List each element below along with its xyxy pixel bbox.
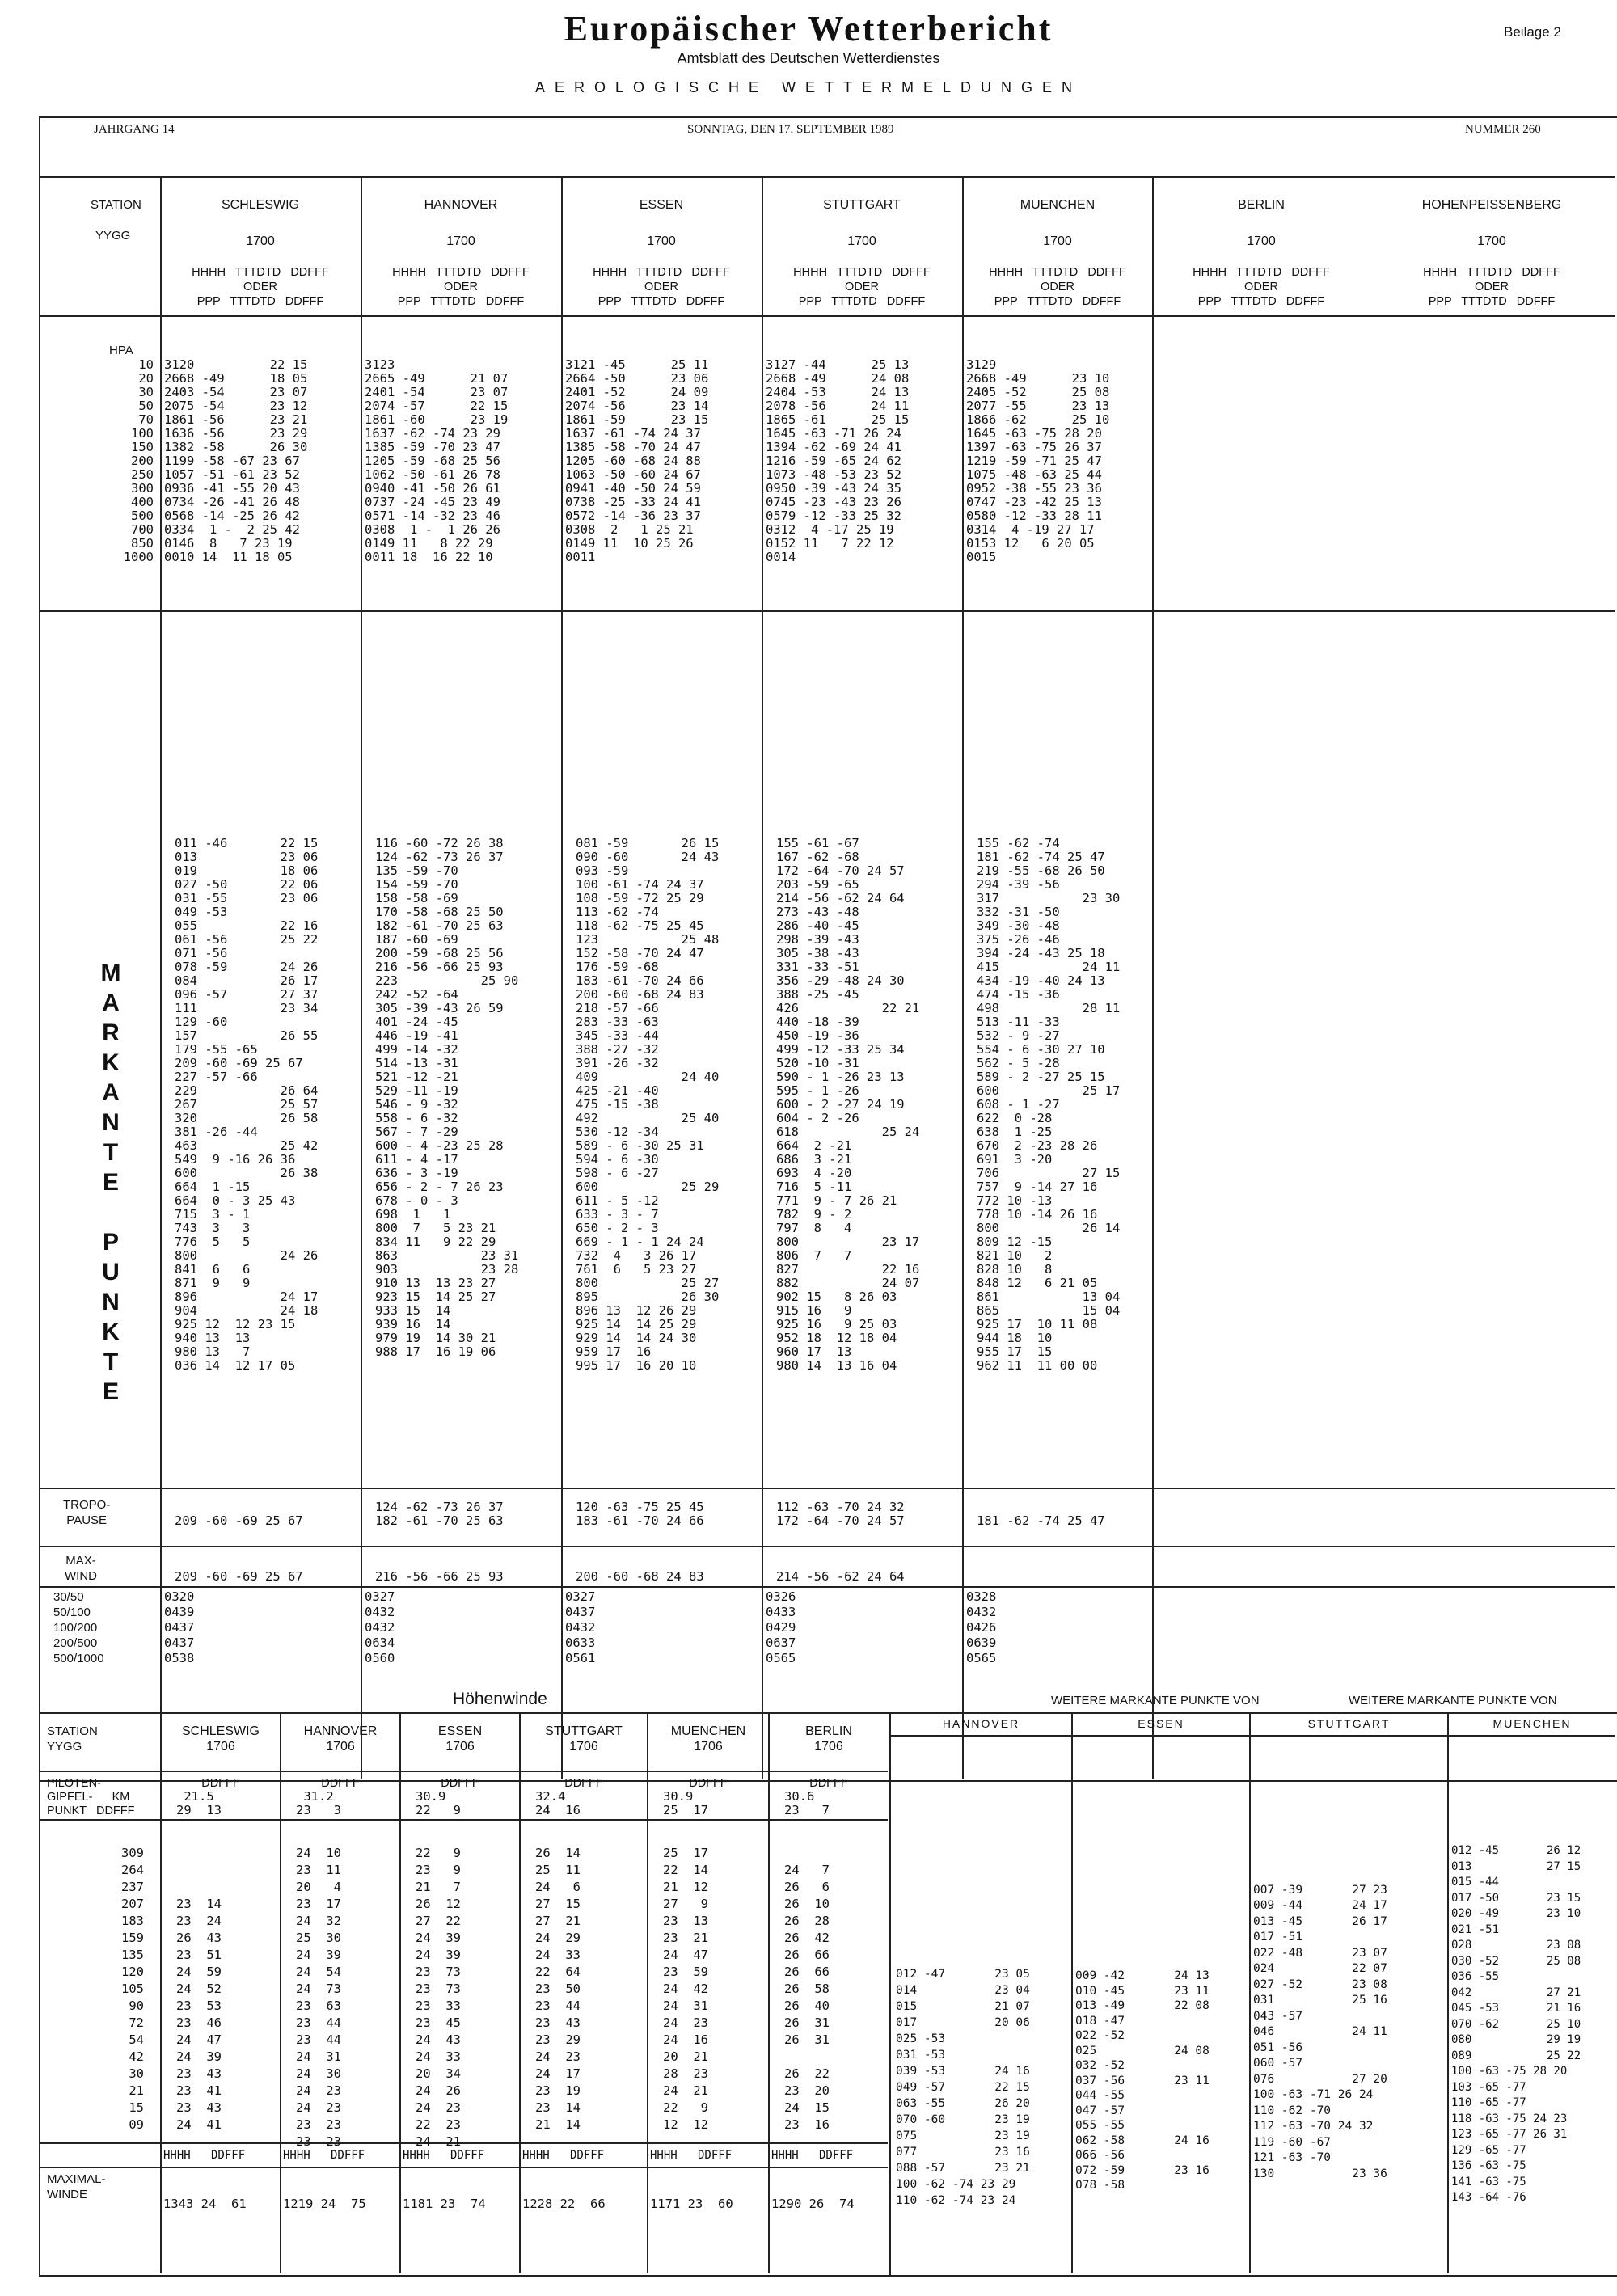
hhhh-head: HHHH DDFFF: [522, 2149, 605, 2162]
col-mid: ODER: [845, 281, 879, 293]
maximal-schleswig: 1343 24 61: [163, 2197, 247, 2211]
col-top: HHHH TTTDTD DDFFF: [593, 266, 730, 279]
column-header: [763, 265, 960, 309]
divider: [39, 1488, 1615, 1489]
divider: [561, 176, 563, 1779]
gipfel-muenchen: [648, 1777, 768, 1817]
subtitle: Amtsblatt des Deutschen Wetterdienstes: [677, 50, 940, 66]
gipfel-value: 30.9 22 9: [416, 1789, 461, 1817]
col-bot: PPP TTTDTD DDFFF: [1197, 295, 1325, 308]
maximal-muenchen: 1171 23 60: [650, 2197, 733, 2211]
time: 1700: [246, 234, 275, 248]
hpa-label: HPA: [109, 344, 133, 357]
divider: [1152, 176, 1154, 1779]
ddfff-head: DDFFF: [441, 1777, 479, 1790]
col-mid: ODER: [644, 281, 678, 293]
weitere-label-1: WEITERE MARKANTE PUNKTE VON: [1051, 1694, 1260, 1707]
lower-station-muenchen: [648, 1724, 768, 1754]
column-header: [162, 265, 359, 309]
weitere-station-essen: ESSEN: [1138, 1717, 1184, 1730]
gipfel-value: 31.2 23 3: [296, 1789, 341, 1817]
divider: [1447, 1712, 1449, 2273]
ddfff-head: DDFFF: [689, 1777, 728, 1790]
layers-hannover: 0327 0432 0432 0634 0560: [365, 1589, 395, 1665]
station-stuttgart: STUTTGART: [823, 198, 901, 212]
lower-station-berlin: [770, 1724, 888, 1754]
col-mid: ODER: [1244, 281, 1278, 293]
weitere-station-muenchen: MUENCHEN: [1492, 1717, 1572, 1730]
time: 1700: [1043, 234, 1072, 248]
divider: [39, 1771, 888, 1772]
yygg-label: YYGG: [95, 229, 131, 243]
section-title: AEROLOGISCHE WETTERMELDUNGEN: [534, 79, 1083, 95]
col-top: HHHH TTTDTD DDFFF: [1423, 266, 1560, 279]
divider: [39, 610, 1615, 612]
station-name: BERLIN: [805, 1724, 852, 1738]
issue-date: SONNTAG, DEN 17. SEPTEMBER 1989: [687, 123, 894, 136]
divider: [39, 2142, 888, 2144]
time: 1700: [847, 234, 876, 248]
ddfff-head: DDFFF: [201, 1777, 240, 1790]
divider: [160, 176, 162, 1779]
maxwind-essen: 200 -60 -68 24 83: [576, 1569, 704, 1584]
lower-station-schleswig: [162, 1724, 280, 1754]
hhhh-head: HHHH DDFFF: [403, 2149, 485, 2162]
column-header: [1391, 265, 1593, 309]
weitere-muenchen: 012 -45 26 12 013 27 15 015 -44 017 -50 23 15 020 -49 23 10 021 -51 028 23 08 030 -52 25 08 036 -55 042 27 21 045 -53 21 16 070 -62 25 10 080 29 19 089 25 22 100 -63 -75 28 20 103 -65 -77 110 -65 -77 118 -63 -75 24 23 123 -65 -77 26 31 129 -65 -77 136 -63 -75 141 -63 -75 143 -64 -76: [1451, 1844, 1581, 2204]
divider: [889, 1735, 1615, 1737]
lower-station-hannover: [281, 1724, 399, 1754]
page-title: Europäischer Wetterbericht: [564, 9, 1053, 49]
hhhh-head: HHHH DDFFF: [163, 2149, 246, 2162]
tropo-stuttgart: 112 -63 -70 24 32 172 -64 -70 24 57: [776, 1500, 905, 1528]
station-time: 1706: [569, 1740, 598, 1754]
gipfel-value: 30.9 25 17: [663, 1789, 708, 1817]
weitere-station-stuttgart: STUTTGART: [1307, 1717, 1391, 1730]
station-name: HANNOVER: [303, 1724, 378, 1738]
col-top: HHHH TTTDTD DDFFF: [1193, 266, 1330, 279]
col-top: HHHH TTTDTD DDFFF: [793, 266, 931, 279]
std-essen: 3121 -45 25 11 2664 -50 23 06 2401 -52 24 09 2074 -56 23 14 1861 -59 23 15 1637 -61 -74 24 37 1385 -58 -70 24 47 1205 -60 -68 24 88 1063 -50 -60 24 67 0941 -40 -50 24 59 0738 -25 -33 24 41 0572 -14 -36 23 37 0308 2 1 25 21 0149 11 10 25 26 0011: [565, 357, 709, 564]
layers-label: 30/50 50/100 100/200 200/500 500/1000: [53, 1590, 104, 1665]
markante-hannover: 116 -60 -72 26 38 124 -62 -73 26 37 135 -59 -70 154 -59 -70 158 -58 -69 170 -58 -68 25 50 182 -61 -70 25 63 187 -60 -69 200 -59 -68 25 56 216 -56 -66 25 93 223 25 90 242 -52 -64 305 -39 -43 26 59 401 -24 -45 446 -19 -41 499 -14 -32 514 -13 -31 521 -12 -21 529 -11 -19 546 - 9 -32 558 - 6 -32 567 - 7 -29 600 - 4 -23 25 28 611 - 4 -17 636 - 3 -19 656 - 2 - 7 26 23 678 - 0 - 3 698 1 1 800 7 5 23 21 834 11 9 22 29 863 23 31 903 23 28 910 13 13 23 27 923 15 14 25 27 933 15 14 939 16 14 979 19 14 30 21 988 17 16 19 06: [375, 836, 519, 1359]
winds-essen: 22 9 23 9 21 7 26 12 27 22 24 39 24 39 23 73 23 73 23 33 23 45 24 43 24 33 20 34 24 26 24 23 22 23 24 21: [416, 1846, 461, 2149]
col-top: HHHH TTTDTD DDFFF: [192, 266, 329, 279]
divider: [39, 2167, 888, 2168]
std-hannover: 3123 2665 -49 21 07 2401 -54 23 07 2074 -57 22 15 1861 -60 23 19 1637 -62 -74 23 29 1385 -59 -70 23 47 1205 -59 -68 25 56 1062 -50 -61 26 78 0940 -41 -50 26 61 0737 -24 -45 23 49 0571 -14 -32 23 46 0308 1 - 1 26 26 0149 11 8 22 29 0011 18 16 22 10: [365, 357, 509, 564]
piloten-label: PILOTEN- GIPFEL- KM PUNKT DDFFF: [47, 1777, 135, 1817]
divider: [39, 176, 1615, 178]
lower-levels: 309 264 237 207 183 159 135 120 105 90 72 54 42 30 21 15 09: [121, 1846, 144, 2132]
time: 1700: [647, 234, 676, 248]
tropo-muenchen: 181 -62 -74 25 47: [977, 1513, 1105, 1528]
col-bot: PPP TTTDTD DDFFF: [994, 295, 1121, 308]
time: 1700: [446, 234, 475, 248]
layers-essen: 0327 0437 0432 0633 0561: [565, 1589, 596, 1665]
weitere-stuttgart: 007 -39 27 23 009 -44 24 17 013 -45 26 17 017 -51 022 -48 23 07 024 22 07 027 -52 23 08 031 25 16 043 -57 046 24 11 051 -56 060 -57 076 27 20 100 -63 -71 26 24 110 -62 -70 112 -63 -70 24 32 119 -60 -67 121 -63 -70 130 23 36: [1253, 1883, 1387, 2180]
maxwind-stuttgart: 214 -56 -62 24 64: [776, 1569, 905, 1584]
std-muenchen: 3129 2668 -49 23 10 2405 -52 25 08 2077 -55 23 13 1866 -62 25 10 1645 -63 -75 28 20 1397 -63 -75 26 37 1219 -59 -71 25 47 1075 -48 -63 25 44 0952 -38 -55 23 36 0747 -23 -42 25 13 0580 -12 -33 28 11 0314 4 -19 27 17 0153 12 6 20 05 0015: [966, 357, 1110, 564]
winds-berlin: 24 7 26 6 26 10 26 28 26 42 26 66 26 66 26 58 26 40 26 31 26 31 26 22 23 20 24 15 23 16: [784, 1863, 830, 2132]
divider: [1249, 1712, 1251, 2273]
station-muenchen: MUENCHEN: [1020, 198, 1096, 212]
time: 1700: [1247, 234, 1276, 248]
col-top: HHHH TTTDTD DDFFF: [392, 266, 530, 279]
time: 1700: [1477, 234, 1506, 248]
hhhh-head: HHHH DDFFF: [650, 2149, 733, 2162]
divider: [39, 1546, 1615, 1547]
ddfff-head: DDFFF: [564, 1777, 603, 1790]
nummer: NUMMER 260: [1465, 123, 1541, 136]
ddfff-head: DDFFF: [321, 1777, 360, 1790]
markante-stuttgart: 155 -61 -67 167 -62 -68 172 -64 -70 24 57 203 -59 -65 214 -56 -62 24 64 273 -43 -48 286 -40 -45 298 -39 -43 305 -38 -43 331 -33 -51 356 -29 -48 24 30 388 -25 -45 426 22 21 440 -18 -39 450 -19 -36 499 -12 -33 25 34 520 -10 -31 590 - 1 -26 23 13 595 - 1 -26 600 - 2 -27 24 19 604 - 2 -26 618 25 24 664 2 -21 686 3 -21 693 4 -20 716 5 -11 771 9 - 7 26 21 782 9 - 2 797 8 4 800 23 17 806 7 7 827 22 16 882 24 07 902 15 8 26 03 915 16 9 925 16 9 25 03 952 18 12 18 04 960 17 13 980 14 13 16 04: [776, 836, 920, 1373]
column-header: [362, 265, 559, 309]
winds-muenchen: 25 17 22 14 21 12 27 9 23 13 23 21 24 47 23 59 24 42 24 31 24 23 24 16 20 21 28 23 24 21 22 9 12 12: [663, 1846, 708, 2132]
pressure-levels: 10 20 30 50 70 100 150 200 250 300 400 500 700 850 1000: [123, 357, 154, 564]
markante-schleswig: 011 -46 22 15 013 23 06 019 18 06 027 -50 22 06 031 -55 23 06 049 -53 055 22 16 061 -56 25 22 071 -56 078 -59 24 26 084 26 17 096 -57 27 37 111 23 34 129 -60 157 26 55 179 -55 -65 209 -60 -69 25 67 227 -57 -66 229 26 64 267 25 57 320 26 58 381 -26 -44 463 25 42 549 9 -16 26 36 600 26 38 664 1 -15 664 0 - 3 25 43 715 3 - 1 743 3 3 776 5 5 800 24 26 841 6 6 871 9 9 896 24 17 904 24 18 925 12 12 23 15 940 13 13 980 13 7 036 14 12 17 05: [175, 836, 319, 1373]
layers-schleswig: 0320 0439 0437 0437 0538: [164, 1589, 195, 1665]
winds-schleswig: 23 14 23 24 26 43 23 51 24 59 24 52 23 53 23 46 24 47 24 39 23 43 23 41 23 43 24 41: [176, 1897, 222, 2132]
hoehenwinde-title: Höhenwinde: [453, 1690, 547, 1708]
tropo-schleswig: 209 -60 -69 25 67: [175, 1513, 303, 1528]
divider: [762, 176, 763, 1779]
gipfel-berlin: [770, 1777, 888, 1817]
lower-station-label: STATION YYGG: [47, 1724, 98, 1754]
divider: [39, 1819, 888, 1821]
station-label: STATION: [91, 198, 141, 212]
markante-essen: 081 -59 26 15 090 -60 24 43 093 -59 100 -61 -74 24 37 108 -59 -72 25 29 113 -62 -74 118 -62 -75 25 45 123 25 48 152 -58 -70 24 47 176 -59 -68 183 -61 -70 24 66 200 -60 -68 24 83 218 -57 -66 283 -33 -63 345 -33 -44 388 -27 -32 391 -26 -32 409 24 40 425 -21 -40 475 -15 -38 492 25 40 530 -12 -34 589 - 6 -30 25 31 594 - 6 -30 598 - 6 -27 600 25 29 611 - 5 -12 633 - 3 - 7 650 - 2 - 3 669 - 1 - 1 24 24 732 4 3 26 17 761 6 5 23 27 800 25 27 895 26 30 896 13 12 26 29 925 14 14 25 29 929 14 14 24 30 959 17 16 995 17 16 20 10: [576, 836, 720, 1373]
station-name: STUTTGART: [545, 1724, 623, 1738]
gipfel-stuttgart: [521, 1777, 647, 1817]
gipfel-value: 21.5 29 13: [176, 1789, 222, 1817]
col-bot: PPP TTTDTD DDFFF: [1428, 295, 1556, 308]
col-top: HHHH TTTDTD DDFFF: [989, 266, 1126, 279]
weitere-station-hannover: HANNOVER: [942, 1717, 1020, 1730]
col-mid: ODER: [1475, 281, 1509, 293]
divider: [361, 176, 362, 1779]
station-name: MUENCHEN: [670, 1724, 746, 1738]
std-schleswig: 3120 22 15 2668 -49 18 05 2403 -54 23 07 2075 -54 23 12 1861 -56 23 21 1636 -56 23 29 1382 -58 26 30 1199 -58 -67 23 67 1057 -51 -61 23 52 0936 -41 -55 20 43 0734 -26 -41 26 48 0568 -14 -25 26 42 0334 1 - 2 25 42 0146 8 7 23 19 0010 14 11 18 05: [164, 357, 308, 564]
maximal-essen: 1181 23 74: [403, 2197, 486, 2211]
col-bot: PPP TTTDTD DDFFF: [798, 295, 926, 308]
maximal-berlin: 1290 26 74: [771, 2197, 855, 2211]
gipfel-value: 32.4 24 16: [535, 1789, 581, 1817]
winds-stuttgart: 26 14 25 11 24 6 27 15 27 21 24 29 24 33 22 64 23 50 23 44 23 43 23 29 24 23 24 17 23 19 23 14 21 14: [535, 1846, 581, 2132]
weitere-essen: 009 -42 24 13 010 -45 23 11 013 -49 22 08 018 -47 022 -52 025 24 08 032 -52 037 -56 23 11 044 -55 047 -57 055 -55 062 -58 24 16 066 -56 072 -59 23 16 078 -58: [1075, 1969, 1210, 2192]
station-hannover: HANNOVER: [424, 198, 498, 212]
divider: [962, 176, 964, 1779]
gipfel-hannover: [281, 1777, 399, 1817]
tropopause-label: TROPO- PAUSE: [63, 1498, 111, 1527]
col-mid: ODER: [243, 281, 277, 293]
tropo-hannover: 124 -62 -73 26 37 182 -61 -70 25 63: [375, 1500, 504, 1528]
station-time: 1706: [694, 1740, 723, 1754]
station-berlin: BERLIN: [1238, 198, 1285, 212]
markante-muenchen: 155 -62 -74 181 -62 -74 25 47 219 -55 -68 26 50 294 -39 -56 317 23 30 332 -31 -50 349 -30 -48 375 -26 -46 394 -24 -43 25 18 415 24 11 434 -19 -40 24 13 474 -15 -36 498 28 11 513 -11 -33 532 - 9 -27 554 - 6 -30 27 10 562 - 5 -28 589 - 2 -27 25 15 600 25 17 608 - 1 -27 622 0 -28 638 1 -25 670 2 -23 28 26 691 3 -20 706 27 15 757 9 -14 27 16 772 10 -13 778 10 -14 26 16 800 26 14 809 12 -15 821 10 2 828 10 8 848 12 6 21 05 861 13 04 865 15 04 925 17 10 11 08 944 18 10 955 17 15 962 11 11 00 00: [977, 836, 1121, 1373]
maximal-stuttgart: 1228 22 66: [522, 2197, 606, 2211]
hhhh-head: HHHH DDFFF: [283, 2149, 365, 2162]
station-time: 1706: [206, 1740, 235, 1754]
column-header: [1164, 265, 1358, 309]
station-schleswig: SCHLESWIG: [221, 198, 299, 212]
winds-hannover: 24 10 23 11 20 4 23 17 24 32 25 30 24 39 24 54 24 73 23 63 23 44 23 44 24 31 24 30 24 23 24 23 23 23 23 23: [296, 1846, 341, 2149]
layers-stuttgart: 0326 0433 0429 0637 0565: [766, 1589, 796, 1665]
layers-muenchen: 0328 0432 0426 0639 0565: [966, 1589, 997, 1665]
station-name: ESSEN: [437, 1724, 483, 1738]
column-header: [563, 265, 760, 309]
maxwind-hannover: 216 -56 -66 25 93: [375, 1569, 504, 1584]
ddfff-head: DDFFF: [809, 1777, 848, 1790]
tropo-essen: 120 -63 -75 25 45 183 -61 -70 24 66: [576, 1500, 704, 1528]
lower-station-stuttgart: [521, 1724, 647, 1754]
gipfel-essen: [401, 1777, 519, 1817]
col-mid: ODER: [1041, 281, 1074, 293]
maximal-label: MAXIMAL- WINDE: [47, 2172, 106, 2201]
beilage-label: Beilage 2: [1504, 24, 1561, 40]
station-time: 1706: [445, 1740, 475, 1754]
divider: [39, 315, 1615, 317]
column-header: [964, 265, 1151, 309]
maxwind-schleswig: 209 -60 -69 25 67: [175, 1569, 303, 1584]
std-stuttgart: 3127 -44 25 13 2668 -49 24 08 2404 -53 24 13 2078 -56 24 11 1865 -61 25 15 1645 -63 -71 26 24 1394 -62 -69 24 41 1216 -59 -65 24 62 1073 -48 -53 23 52 0950 -39 -43 24 35 0745 -23 -43 23 26 0579 -12 -33 25 32 0312 4 -17 25 19 0152 11 7 22 12 0014: [766, 357, 910, 564]
jahrgang: JAHRGANG 14: [94, 123, 175, 136]
station-hohenpeissenberg: HOHENPEISSENBERG: [1421, 198, 1562, 212]
divider: [39, 1586, 1615, 1588]
station-name: SCHLESWIG: [181, 1724, 260, 1738]
station-essen: ESSEN: [639, 198, 684, 212]
col-bot: PPP TTTDTD DDFFF: [597, 295, 725, 308]
hhhh-head: HHHH DDFFF: [771, 2149, 854, 2162]
lower-station-essen: [401, 1724, 519, 1754]
weitere-hannover: 012 -47 23 05 014 23 04 015 21 07 017 20 06 025 -53 031 -53 039 -53 24 16 049 -57 22 15 063 -55 26 20 070 -60 23 19 075 23 19 077 23 16 088 -57 23 21 100 -62 -74 23 29 110 -62 -74 23 24: [896, 1968, 1030, 2207]
gipfel-value: 30.6 23 7: [784, 1789, 830, 1817]
station-time: 1706: [326, 1740, 355, 1754]
maximal-hannover: 1219 24 75: [283, 2197, 366, 2211]
col-bot: PPP TTTDTD DDFFF: [397, 295, 525, 308]
markante-punkte-label: M A R K A N T E P U N K T E: [100, 960, 121, 1405]
station-time: 1706: [814, 1740, 843, 1754]
col-mid: ODER: [444, 281, 478, 293]
divider: [1071, 1712, 1073, 2273]
gipfel-schleswig: [162, 1777, 280, 1817]
col-bot: PPP TTTDTD DDFFF: [196, 295, 324, 308]
maxwind-label: MAX- WIND: [65, 1554, 97, 1583]
weitere-label-2: WEITERE MARKANTE PUNKTE VON: [1349, 1694, 1557, 1707]
